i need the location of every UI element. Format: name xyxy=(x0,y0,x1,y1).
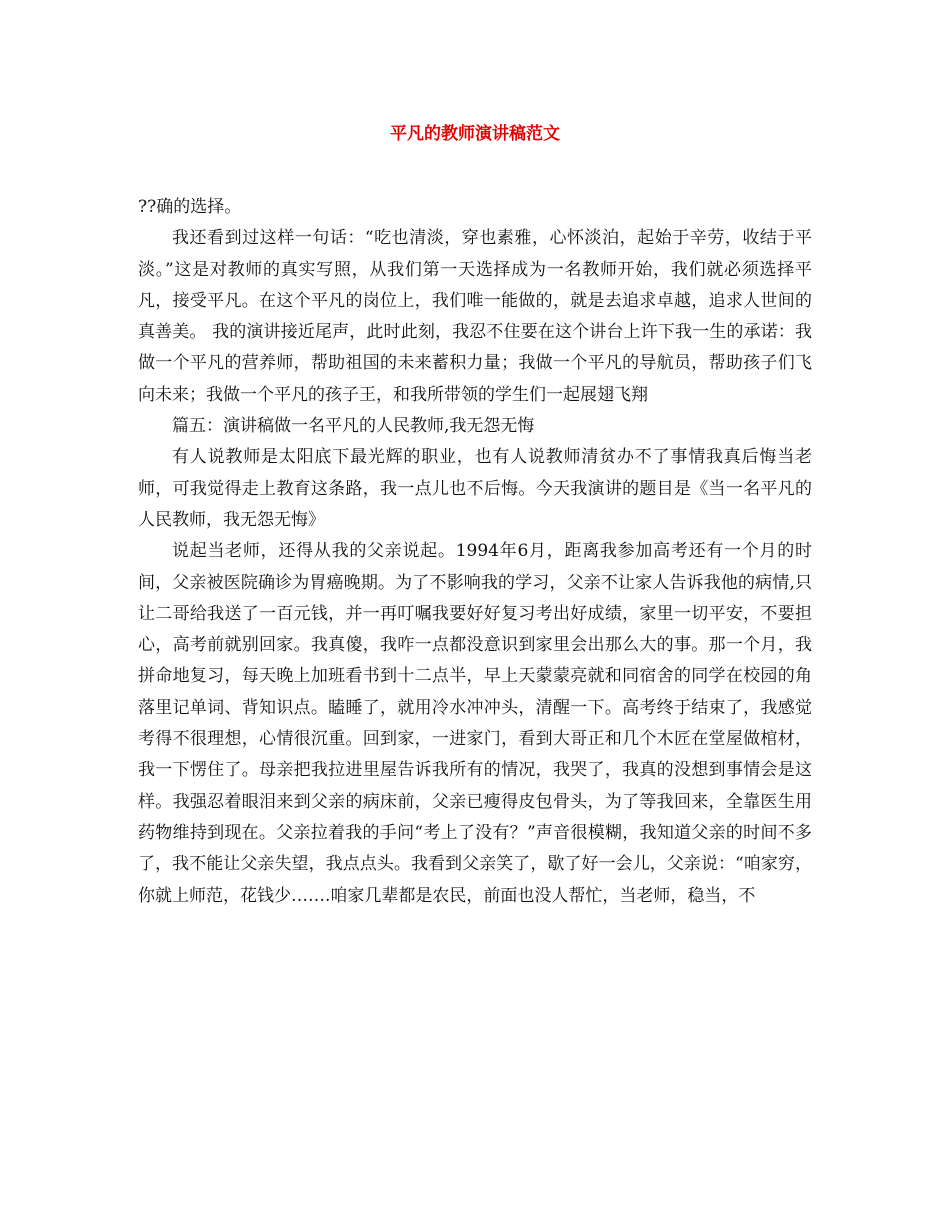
document-body xyxy=(138,192,812,912)
paragraph: 我还看到过这样一句话：“吃也清淡，穿也素雅，心怀淡泊，起始于辛劳，收结于平淡。”这是对教师的真实写照，从我们第一天选择成为一名教师开始，我们就必须选择平凡，接受平凡。在这个平凡的岗位上，我们唯一能做的，就是去追求卓越，追求人世间的真善美。 我的演讲接近尾声，此时此刻，我忍不住要在这个讲台上许下我一生的承诺：我做一个平凡的营养师，帮助祖国的未来蓄积力量；我做一个平凡的导航员，帮助孩子们飞向未来；我做一个平凡的孩子王，和我所带领的学生们一起展翅飞翔 xyxy=(138,228,812,405)
paragraph: 说起当老师，还得从我的父亲说起。1994年6月，距离我参加高考还有一个月的时间，父亲被医院确诊为胃癌晚期。为了不影响我的学习，父亲不让家人告诉我他的病情,只让二哥给我送了一百元钱，并一再叮嘱我要好好复习考出好成绩，家里一切平安，不要担心，高考前就别回家。我真傻，我咋一点都没意识到家里会出那么大的事。那一个月，我拼命地复习，每天晚上加班看书到十二点半，早上天蒙蒙亮就和同宿舍的同学在校园的角落里记单词、背知识点。瞌睡了，就用冷水冲冲头，清醒一下。高考终于结束了，我感觉考得不很理想，心情很沉重。回到家，一进家门，看到大哥正和几个木匠在堂屋做棺材，我一下愣住了。母亲把我拉进里屋告诉我所有的情况，我哭了，我真的没想到事情会是这样。我强忍着眼泪来到父亲的病床前，父亲已瘦得皮包骨头，为了等我回来，全靠医生用药物维持到现在。父亲拉着我的手问“考上了没有？”声音很模糊，我知道父亲的时间不多了，我不能让父亲失望，我点点头。我看到父亲笑了，歇了好一会儿，父亲说：“咱家穷，你就上师范，花钱少…….咱家几辈都是农民，前面也没人帮忙，当老师，稳当，不 xyxy=(138,541,812,906)
paragraph: 有人说教师是太阳底下最光辉的职业，也有人说教师清贫办不了事情我真后悔当老师，可我觉得走上教育这条路，我一点儿也不后悔。今天我演讲的题目是《当一名平凡的人民教师，我无怨无悔》 xyxy=(138,447,812,530)
document-title: 平凡的教师演讲稿范文 xyxy=(390,124,560,144)
paragraph-continuation: ??确的选择。 xyxy=(138,197,242,217)
section-heading: 篇五：演讲稿做一名平凡的人民教师,我无怨无悔 xyxy=(172,416,535,437)
